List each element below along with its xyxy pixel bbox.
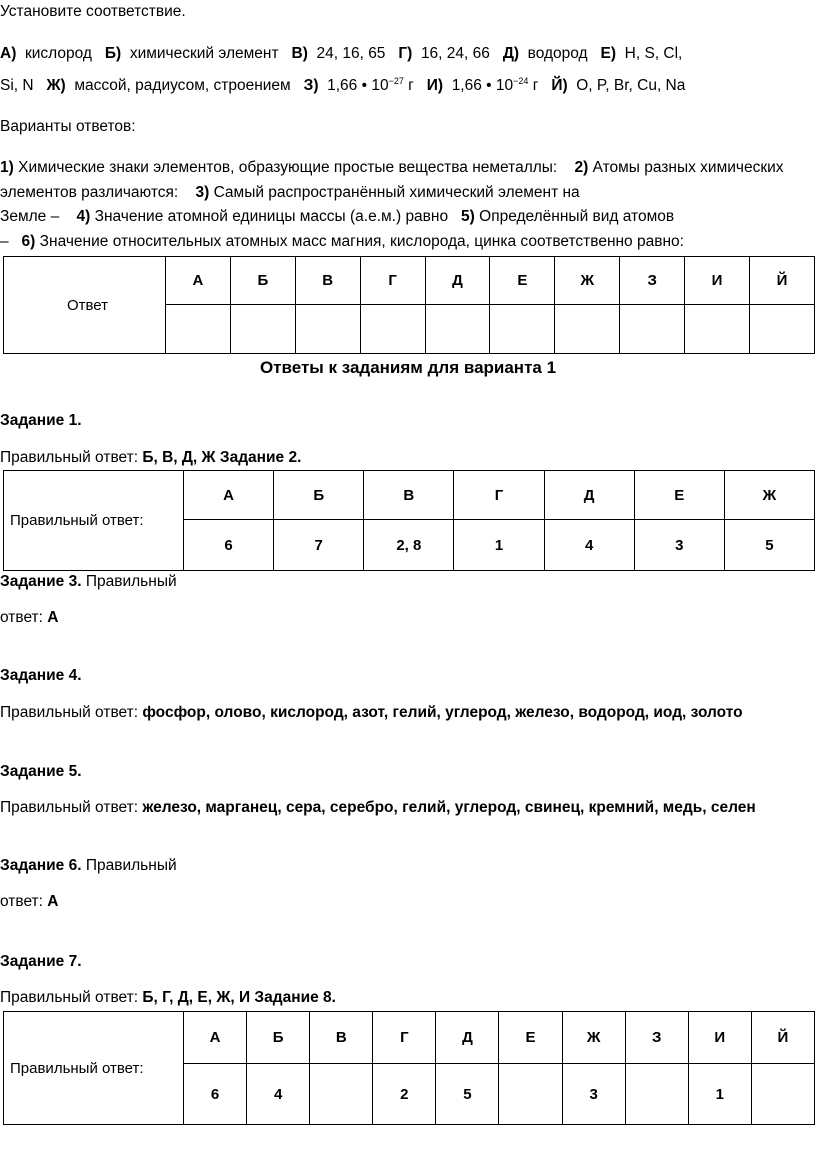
- item-letter: Д): [502, 45, 520, 62]
- task-6-heading: Задание 6. Правильный: [0, 857, 177, 874]
- table-value: 5: [436, 1064, 499, 1125]
- task-7-heading: Задание 7.: [0, 953, 82, 970]
- item-letter: Е): [600, 45, 617, 62]
- answer-prefix: Правильный ответ:: [0, 989, 139, 1006]
- table-value: 4: [544, 520, 634, 571]
- answer-header: Ж: [555, 257, 620, 305]
- variants-line-2: [0, 183, 580, 203]
- item-text: 16, 24, 66: [420, 45, 490, 62]
- answer-value: фосфор, олово, кислород, азот, гелий, углерод, железо, водород, иод, золото: [142, 704, 743, 721]
- table-header: Г: [454, 471, 544, 520]
- table-value: [625, 1064, 688, 1125]
- variant-number: 5): [461, 208, 475, 225]
- task-2-label: Правильный ответ:: [4, 471, 184, 571]
- variant-number: 2): [574, 159, 589, 176]
- table-value: 1: [688, 1064, 751, 1125]
- item-letter: З): [303, 77, 319, 94]
- task-1-answer: [0, 448, 301, 468]
- task-3-answer: [0, 608, 58, 628]
- table-value: [310, 1064, 373, 1125]
- variant-text: Самый распространённый химический элемент на: [213, 184, 580, 201]
- variants-heading: Варианты ответов:: [0, 118, 136, 135]
- instruction: Установите соответствие.: [0, 3, 186, 20]
- answer-header: Й: [750, 257, 815, 305]
- table-header: Д: [436, 1012, 499, 1064]
- item-text: водород: [527, 45, 588, 62]
- table-header: Д: [544, 471, 634, 520]
- variants-line-1: [0, 158, 784, 178]
- answer-cell[interactable]: [230, 305, 295, 354]
- answer-prefix: Правильный: [85, 573, 177, 590]
- task-8-table: [3, 1011, 815, 1125]
- unit: г: [532, 77, 539, 94]
- task-8-heading: Задание 8.: [254, 989, 336, 1006]
- task-2-table: [3, 470, 815, 571]
- answer-header: Г: [360, 257, 425, 305]
- task-1-heading: Задание 1.: [0, 412, 82, 429]
- match-items-line-2: [0, 71, 685, 96]
- variant-number: 4): [76, 208, 91, 225]
- item-text: H, S, Cl,: [624, 45, 683, 62]
- table-value: 4: [247, 1064, 310, 1125]
- item-letter: Й): [551, 77, 568, 94]
- task-7-answer: [0, 988, 336, 1008]
- item-letter: В): [291, 45, 308, 62]
- table-header: Б: [247, 1012, 310, 1064]
- variant-text: Определённый вид атомов: [479, 208, 675, 225]
- exponent: −24: [513, 76, 529, 86]
- table-value: 2, 8: [364, 520, 454, 571]
- answer-cell[interactable]: [360, 305, 425, 354]
- exponent: −27: [388, 76, 404, 86]
- table-header: Е: [634, 471, 724, 520]
- table-header: Г: [373, 1012, 436, 1064]
- unit: г: [408, 77, 414, 94]
- answers-title: Ответы к заданиям для варианта 1: [259, 358, 557, 377]
- table-value: 7: [274, 520, 364, 571]
- answer-value: Б, В, Д, Ж: [142, 449, 216, 466]
- table-value: 3: [634, 520, 724, 571]
- task-5-answer: [0, 798, 756, 818]
- item-text: 1,66 • 10: [327, 77, 389, 94]
- table-header: В: [310, 1012, 373, 1064]
- variant-text: элементов различаются:: [0, 184, 179, 201]
- answer-prefix: Правильный ответ:: [0, 704, 139, 721]
- item-text: 1,66 • 10: [451, 77, 514, 94]
- table-value: 6: [184, 520, 274, 571]
- item-text: 24, 16, 65: [316, 45, 386, 62]
- task-3-heading: Задание 3. Правильный: [0, 573, 177, 590]
- answer-cell[interactable]: [750, 305, 815, 354]
- answer-header: В: [295, 257, 360, 305]
- task-4-answer: [0, 703, 743, 723]
- item-letter: Г): [398, 45, 413, 62]
- table-header: Й: [751, 1012, 814, 1064]
- table-header: В: [364, 471, 454, 520]
- table-value: 1: [454, 520, 544, 571]
- table-value: 5: [724, 520, 814, 571]
- variants-line-3: [0, 207, 674, 227]
- item-text: O, P, Br, Cu, Na: [576, 77, 686, 94]
- answer-prefix: Правильный ответ:: [0, 799, 139, 816]
- table-value: 3: [562, 1064, 625, 1125]
- task-6-answer: [0, 892, 58, 912]
- variant-number: 3): [195, 184, 210, 201]
- answer-header: Д: [425, 257, 490, 305]
- variant-number: 1): [0, 159, 14, 176]
- table-header: Ж: [562, 1012, 625, 1064]
- table-header: И: [688, 1012, 751, 1064]
- item-text: массой, радиусом, строением: [74, 77, 291, 94]
- answer-value: А: [47, 609, 59, 626]
- answer-value: Б, Г, Д, Е, Ж, И: [142, 989, 251, 1006]
- table-value: [499, 1064, 562, 1125]
- answer-label: Ответ: [4, 257, 166, 354]
- table-header: Б: [274, 471, 364, 520]
- answer-cell[interactable]: [425, 305, 490, 354]
- answer-cell[interactable]: [490, 305, 555, 354]
- item-letter: А): [0, 45, 17, 62]
- table-value: [751, 1064, 814, 1125]
- variant-text: Атомы разных химических: [592, 159, 784, 176]
- table-header: А: [184, 471, 274, 520]
- table-value: 6: [184, 1064, 247, 1125]
- variant-text: Значение относительных атомных масс магния, кислорода, цинка соответственно равно:: [39, 233, 684, 250]
- match-items-line-1: [0, 44, 682, 64]
- variant-number: 6): [21, 233, 36, 250]
- item-letter: И): [426, 77, 444, 94]
- answer-value: А: [47, 893, 59, 910]
- answer-cell[interactable]: [295, 305, 360, 354]
- table-header: Е: [499, 1012, 562, 1064]
- item-text: кислород: [24, 45, 92, 62]
- answer-header: А: [166, 257, 231, 305]
- item-text: Si, N: [0, 77, 34, 94]
- answer-table: [3, 256, 815, 354]
- answer-header: Е: [490, 257, 555, 305]
- answer-header: И: [685, 257, 750, 305]
- answer-prefix: Правильный: [85, 857, 177, 874]
- answer-value: железо, марганец, сера, серебро, гелий, углерод, свинец, кремний, медь, селен: [142, 799, 756, 816]
- answer-cell[interactable]: [166, 305, 231, 354]
- variant-text: Земле –: [0, 208, 60, 225]
- item-text: химический элемент: [129, 45, 279, 62]
- answer-prefix: ответ:: [0, 893, 43, 910]
- variant-text: Значение атомной единицы массы (а.е.м.) равно: [94, 208, 449, 225]
- task-5-heading: Задание 5.: [0, 763, 82, 780]
- item-letter: Б): [104, 45, 122, 62]
- table-header: А: [184, 1012, 247, 1064]
- answer-cell[interactable]: [555, 305, 620, 354]
- answer-header: Б: [230, 257, 295, 305]
- item-letter: Ж): [46, 77, 66, 94]
- table-header: Ж: [724, 471, 814, 520]
- variant-text: –: [0, 233, 9, 250]
- task-8-label: Правильный ответ:: [4, 1012, 184, 1125]
- task-2-heading: Задание 2.: [219, 449, 302, 466]
- task-4-heading: Задание 4.: [0, 667, 82, 684]
- table-value: 2: [373, 1064, 436, 1125]
- answer-cell[interactable]: [685, 305, 750, 354]
- variants-line-4: [0, 232, 684, 252]
- answer-prefix: Правильный ответ:: [0, 449, 139, 466]
- answer-header: З: [620, 257, 685, 305]
- table-header: З: [625, 1012, 688, 1064]
- variant-text: Химические знаки элементов, образующие простые вещества неметаллы:: [18, 159, 558, 176]
- answer-cell[interactable]: [620, 305, 685, 354]
- answer-prefix: ответ:: [0, 609, 43, 626]
